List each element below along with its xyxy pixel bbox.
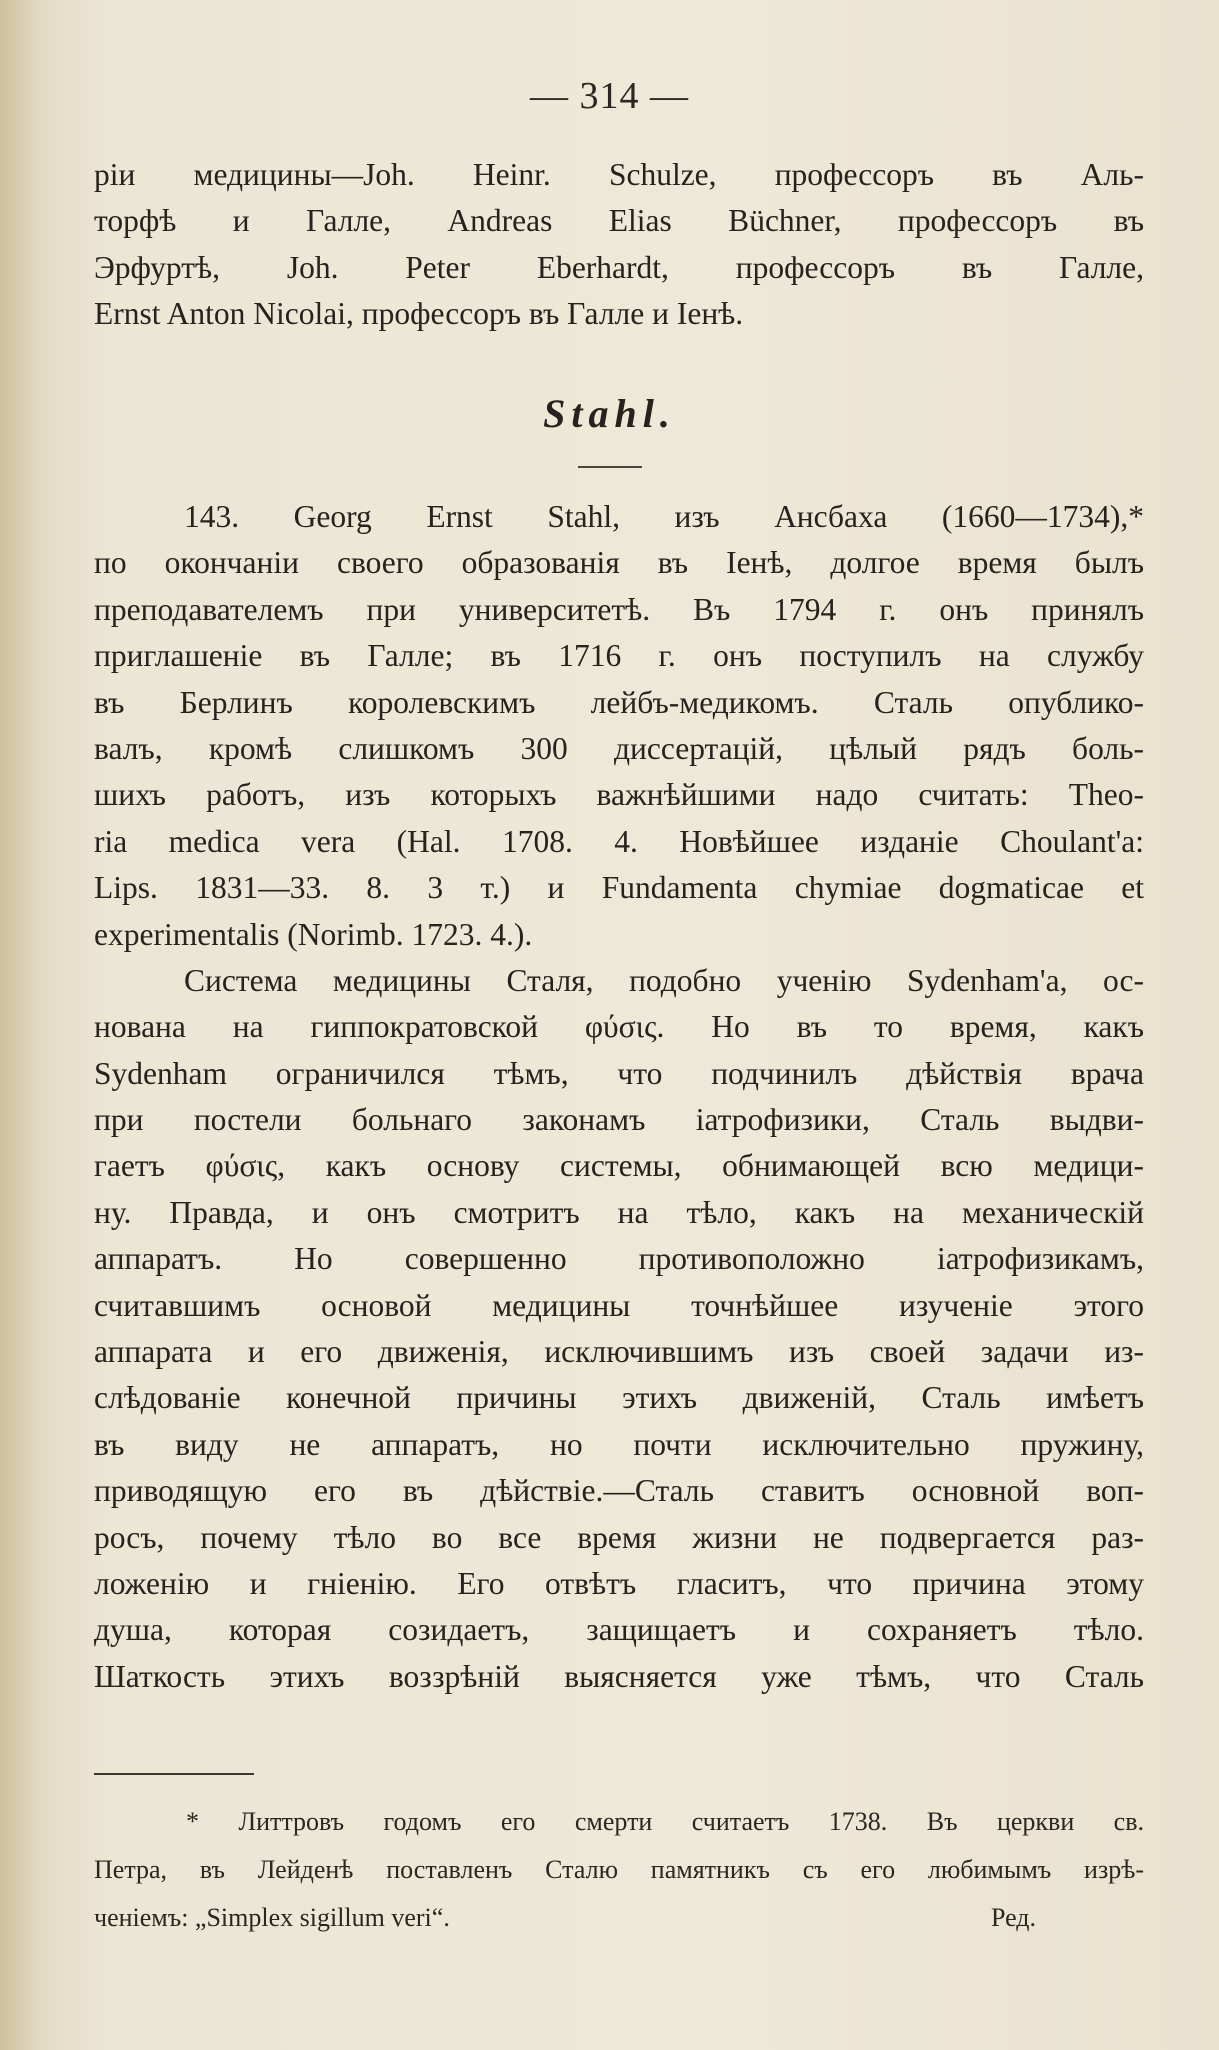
text-line: рiи медицины—Joh. Heinr. Schulze, профессоръ въ Аль- xyxy=(94,157,1144,192)
footnote-last-line xyxy=(94,1894,1144,1942)
footnote-line: ченiемъ: „Simplex sigillum veri“. xyxy=(94,1903,450,1932)
footnote-line: * Литтровъ годомъ его смерти считаетъ 1738. Въ церкви св. xyxy=(186,1807,1144,1836)
section-title: Stahl. xyxy=(543,391,676,436)
intro-paragraph xyxy=(94,152,1144,338)
text-line: гаетъ φύσις, какъ основу системы, обнимающей всю медици- xyxy=(94,1148,1144,1184)
footnote-divider xyxy=(94,1773,254,1775)
title-divider xyxy=(578,466,642,468)
text-line: Sydenham ограничился тѣмъ, что подчинилъ дѣйствiя врача xyxy=(94,1055,1144,1091)
text-line: по окончанiи своего образованiя въ Iенѣ, долгое время былъ xyxy=(94,545,1144,581)
text-line: въ виду не аппаратъ, но почти исключительно пружину, xyxy=(94,1426,1144,1462)
text-line: приглашенiе въ Галле; въ 1716 г. онъ поступилъ на службу xyxy=(94,638,1144,674)
text-line: слѣдованiе конечной причины этихъ движенiй, Сталь имѣетъ xyxy=(94,1380,1144,1416)
text-line: 143. Georg Ernst Stahl, изъ Ансбаха (1660—1734),* xyxy=(184,499,1144,534)
text-line: Система медицины Сталя, подобно ученiю Sydenham'a, ос- xyxy=(184,962,1144,998)
body-text xyxy=(94,494,1144,1700)
text-line: аппарата и его движенiя, исключившимъ изъ своей задачи из- xyxy=(94,1334,1144,1370)
text-line: считавшимъ основой медицины точнѣйшее изученiе этого xyxy=(94,1287,1144,1323)
text-line: Ernst Anton Nicolai, профессоръ въ Галле и Iенѣ. xyxy=(94,296,744,332)
text-line: аппаратъ. Но совершенно противоположно iатрофизикамъ, xyxy=(94,1241,1144,1277)
text-line: нована на гиппократовской φύσις. Но въ то время, какъ xyxy=(94,1009,1144,1045)
text-line: шихъ работъ, изъ которыхъ важнѣйшими надо считать: Theo- xyxy=(94,777,1144,813)
text-line: душа, которая созидаетъ, защищаетъ и сохраняетъ тѣло. xyxy=(94,1612,1144,1648)
text-line: ложенiю и гнiенiю. Его отвѣтъ гласитъ, что причина этому xyxy=(94,1565,1144,1601)
text-line: ну. Правда, и онъ смотритъ на тѣло, какъ на механическiй xyxy=(94,1194,1144,1230)
text-line: валъ, кромѣ слишкомъ 300 диссертацiй, цѣлый рядъ боль- xyxy=(94,730,1144,766)
text-line: ria medica vera (Hal. 1708. 4. Новѣйшее изданiе Choulant'a: xyxy=(94,823,1144,859)
text-line: въ Берлинъ королевскимъ лейбъ-медикомъ. Сталь опублико- xyxy=(94,684,1144,720)
text-line: росъ, почему тѣло во все время жизни не подвергается раз- xyxy=(94,1519,1144,1555)
footnote-line: Петра, въ Лейденѣ поставленъ Сталю памятникъ съ его любимымъ изрѣ- xyxy=(94,1855,1144,1884)
editor-signature: Ред. xyxy=(990,1903,1036,1932)
text-line: при постели больнаго законамъ iатрофизики, Сталь выдви- xyxy=(94,1102,1144,1138)
text-line: Lips. 1831—33. 8. 3 т.) и Fundamenta chymiae dogmaticae et xyxy=(94,870,1144,906)
text-line: торфѣ и Галле, Andreas Elias Büchner, профессоръ въ xyxy=(94,203,1144,239)
text-line: преподавателемъ при университетѣ. Въ 1794 г. онъ принялъ xyxy=(94,591,1144,627)
text-line: приводящую его въ дѣйствiе.—Сталь ставитъ основной воп- xyxy=(94,1473,1144,1509)
text-line: Эрфуртѣ, Joh. Peter Eberhardt, профессоръ въ Галле, xyxy=(94,249,1144,285)
page-number: — 314 — xyxy=(530,75,689,117)
text-line: experimentalis (Norimb. 1723. 4.). xyxy=(94,916,533,952)
text-line: Шаткость этихъ воззрѣнiй выясняется уже тѣмъ, что Сталь xyxy=(94,1658,1144,1694)
footnote xyxy=(94,1798,1144,1942)
